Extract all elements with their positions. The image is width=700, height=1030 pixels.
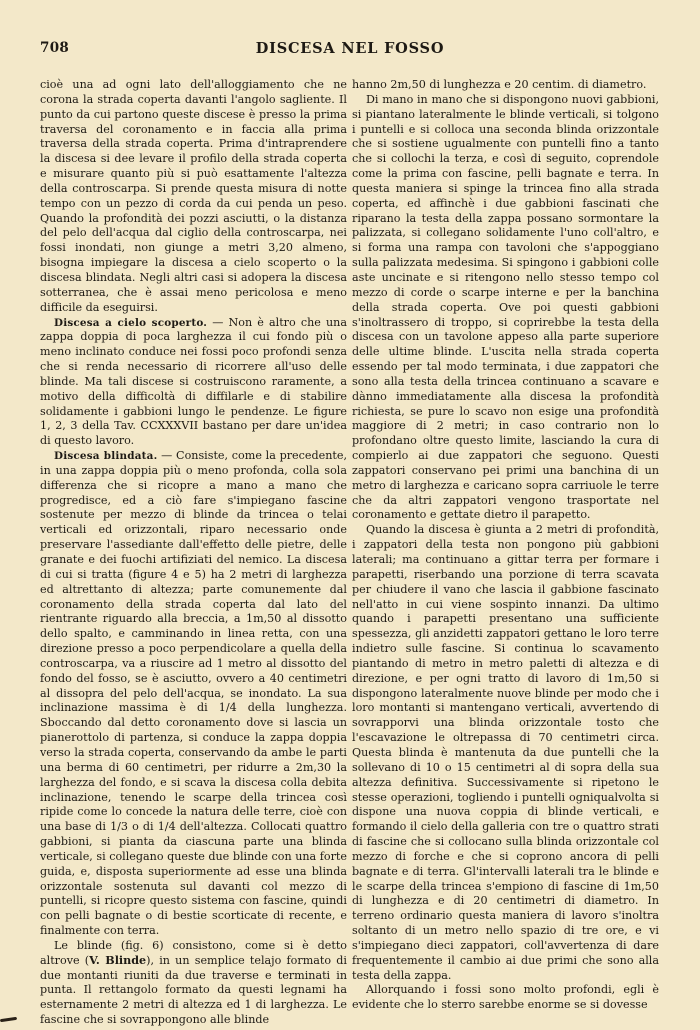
paragraph	[40, 449, 347, 939]
paragraph: cioè una ad ogni lato dell'alloggiamento che ne corona la strada coperta davanti l'angolo sagliente. Il punto da cui partono queste discese è presso la prima traversa del coronamento e in faccia alla prima traversa della strada coperta. Prima d'intraprendere la discesa si dee levare il profilo della strada coperta e misurare quanto più si può esattamente l'altezza della controscarpa. Si prende questa misura di notte tempo con un pezzo di corda da cui penda un peso. Quando la profondità dei pozzi asciutti, o la distanza del pelo dell'acqua dal ciglio della controscarpa, nei fossi inondati, non giunge a metri 3,20 almeno, bisogna impiegare la discesa a cielo scoperto o la discesa blindata. Negli altri casi si adopera la discesa sotterranea, che è assai meno pericolosa e meno difficile da eseguirsi.	[40, 78, 347, 314]
paragraph: Allorquando i fossi sono molto profondi, egli è evidente che lo sterro sarebbe enorme se si dovesse	[352, 983, 659, 1012]
paragraph-text: — Consiste, come la precedente, in una zappa doppia più o meno profonda, colla sola differenza che si ricopre a mano a mano che progredisce, ed a ciò fare s'impiegano fascine sostenute per mezzo di blinde da trincea o telai verticali ed orizzontali, riparo necessario onde preservare l'assediante dall'effetto delle pietre, delle granate e dei fuochi artifiziati del nemico. La discesa di cui si tratta (figure 4 e 5) ha 2 metri di larghezza ed altrettanto di altezza; parte comunemente dal coronamento della strada coperta dal lato del rientrante riguardo alla breccia, a 1m,50 al dissotto dello spalto, e camminando in linea retta, con una direzione presso a poco perpendicolare a quella della controscarpa, va a riuscire ad 1 metro al dissotto del fondo del fosso, se è asciutto, ovvero a 40 centimetri al dissopra del pelo dell'acqua, se inondato. La sua inclinazione massima è di 1/4 della lunghezza. Sboccando dal detto coronamento dove si lascia un pianerottolo di partenza, si conduce la zappa doppia verso la strada coperta, conservando da ambe le parti una berma di 60 centimetri, per ridurre a 2m,30 la larghezza del fondo, e si scava la discesa colla debita inclinazione, tenendo le scarpe della trincea così ripide come lo concede la natura delle terre, cioè con una base di 1/3 o di 1/4 dell'altezza. Collocati quattro gabbioni, si pianta da ciascuna parte una blinda verticale, si collegano queste due blinde con una forte guida, e, disposta superiormente ad esse una blinda orizzontale sostenuta sul davanti col mezzo di puntelli, si ricopre questo sistema con fascine, quindi con pelli bagnate o di bestie scorticate di recente, e finalmente con terra.	[40, 449, 347, 938]
running-title: DISCESA NEL FOSSO	[255, 40, 445, 57]
paragraph: Quando la discesa è giunta a 2 metri di profondità, i zappatori della testa non pongono più gabbioni laterali; ma continuano a gittar terra per formare i parapetti, riserbando una porzione di terra scavata per chiudere il vano che lascia il gabbione fascinato nell'atto in cui viene sospinto innanzi. Da ultimo quando i parapetti presentano una sufficiente spessezza, gli anzidetti zappatori gettano le loro terre indietro sulle fascine. Si continua lo scavamento piantando di metro in metro paletti di altezza e di direzione, e per ogni tratto di lavoro di 1m,50 si dispongono lateralmente nuove blinde per modo che i loro montanti si mantengano verticali, avvertendo di sovrapporvi una blinda orizzontale tosto che l'escavazione le oltrepassa di 70 centimetri circa. Questa blinda è mantenuta da due puntelli che la sollevano di 10 o 15 centimetri al di sopra della sua altezza definitiva. Successivamente si ripetono le stesse operazioni, togliendo i puntelli ogniqualvolta si dispone una nuova coppia di blinde verticali, e formando il cielo della galleria con tre o quattro strati di fascine che si collocano sulla blinda orizzontale col mezzo di forche e che si coprono ancora di pelli bagnate e di terra. Gl'intervalli laterali tra le blinde e le scarpe della trincea s'empiono di fascine di 1m,50 di lunghezza e di 20 centimetri di diametro. In terreno ordinario questa maniera di lavoro s'inoltra soltanto di un metro nello spazio di tre ore, e vi s'impiegano dieci zappatori, coll'avvertenza di dare frequentemente il cambio ai due primi che sono alla testa della zappa.	[352, 523, 659, 982]
page-number: 708	[40, 40, 70, 56]
paragraph	[40, 316, 347, 450]
paragraph-text: Le blinde (fig. 6) consistono, come si è detto altrove (	[40, 938, 347, 967]
section-heading: Discesa a cielo scoperto.	[54, 316, 208, 329]
left-column	[40, 78, 347, 1028]
section-heading: Discesa blindata.	[54, 450, 158, 463]
paragraph-text: ), in un semplice telajo formato di due montanti riuniti da due traverse e terminati in punta. Il rettangolo formato da questi legnami ha esternamente 2 metri di altezza ed 1 di larghezza. Le fascine che si sovrappongono alle blinde	[40, 953, 347, 1027]
paragraph-text: — Non è altro che una zappa doppia di poca larghezza il cui fondo più o meno inclinato conduce nei fossi poco profondi senza che si renda necessario di ricorrere all'uso delle blinde. Ma tali discese si costruiscono raramente, a motivo della difficoltà di diffilarle e di stabilire solidamente i gabbioni lungo le pendenze. Le figure 1, 2, 3 della Tav. CCXXXVII bastano per dare un'idea di questo lavoro.	[40, 315, 347, 448]
paragraph: hanno 2m,50 di lunghezza e 20 centim. di diametro.	[352, 78, 647, 91]
right-column	[352, 78, 659, 1013]
margin-mark	[0, 1017, 17, 1022]
page-header	[40, 40, 660, 66]
cross-reference: V. Blinde	[89, 953, 147, 967]
paragraph: Di mano in mano che si dispongono nuovi gabbioni, si piantano lateralmente le blinde verticali, si tolgono i puntelli e si colloca una seconda blinda orizzontale che si sostiene ugualmente con puntelli fino a tanto che si collochi la terza, e così di seguito, coprendole come la prima con fascine, pelli bagnate e terra. In questa maniera si spinge la trincea fino alla strada coperta, ed affinchè i due gabbioni fascinati che riparano la testa della zappa possano sormontare la palizzata, si collegano solidamente l'uno coll'altro, e si forma una rampa con tavoloni che s'appoggiano sulla palizzata medesima. Si spingono i gabbioni colle aste uncinate e si ritengono nello stesso tempo col mezzo di corde o scarpe interne e per la banchina della strada coperta. Ove poi questi gabbioni s'inoltrassero di troppo, si coprirebbe la testa della discesa con un tavolone appeso alla parte superiore delle ultime blinde. L'uscita nella strada coperta essendo per tal modo terminata, i due zappatori che sono alla testa della trincea continuano a scavare e dànno immediatamente alla discesa la profondità richiesta, se pure lo scavo non esige una profondità maggiore di 2 metri; in caso contrario non lo profondano oltre questo limite, lasciando la cura di compierlo ai due zappatori che seguono. Questi zappatori conservano pei primi una banchina di un metro di larghezza e caricano sopra carriuole le terre che da altri zappatori vengono trasportate nel coronamento e gettate dietro il parapetto.	[352, 92, 659, 522]
paragraph	[40, 939, 347, 1028]
